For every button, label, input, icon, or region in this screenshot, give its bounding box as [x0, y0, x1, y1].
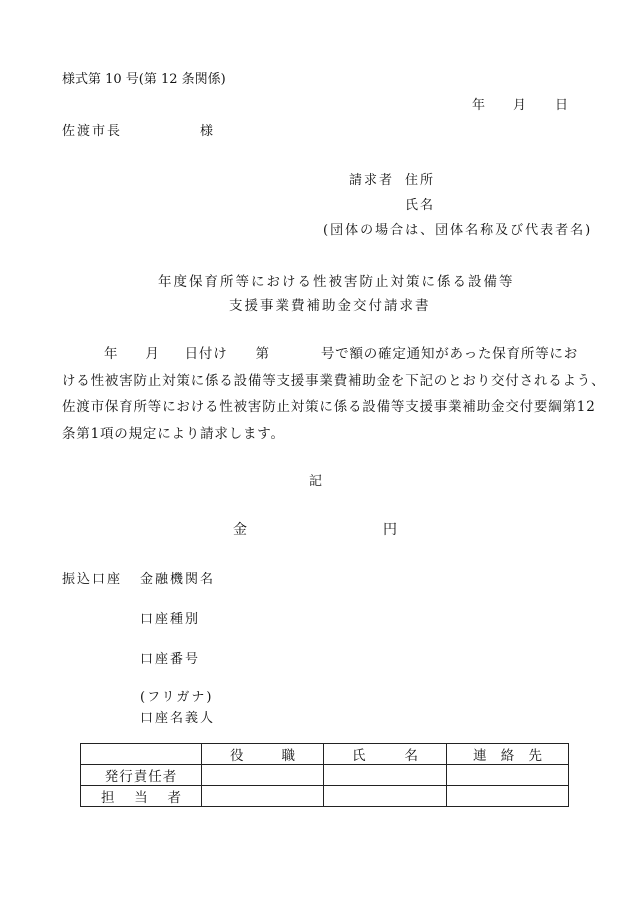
bank-institution: 金融機関名: [140, 572, 216, 587]
header-position-char-1: 役: [230, 748, 244, 764]
claimant-group-note: (団体の場合は、団体名称及び代表者名): [323, 223, 593, 238]
header-position-char-2: 職: [281, 748, 295, 764]
date-month: 月: [513, 98, 527, 113]
cell-person-position[interactable]: [202, 786, 324, 807]
bank-account-number: 口座番号: [140, 652, 201, 667]
bank-furigana: (フリガナ): [140, 690, 214, 705]
header-contact-char-3: 先: [528, 748, 542, 764]
body-dated: 日付け: [184, 346, 228, 362]
claimant-label: 請求者: [349, 173, 395, 188]
row-person-char-1: 担: [101, 790, 115, 806]
header-name-char-2: 名: [404, 748, 418, 764]
table-row: [81, 765, 569, 786]
bank-holder: 口座名義人: [140, 711, 216, 726]
row-label-person-in-charge: [81, 786, 202, 807]
body-year: 年: [104, 346, 119, 362]
header-name-text: [324, 744, 446, 764]
body-line1-rest: 号で額の確定通知があった保育所等にお: [320, 346, 579, 362]
header-name-char-1: 氏: [352, 748, 366, 764]
addressee-mayor: 佐渡市長: [62, 124, 123, 139]
body-dai: 第: [255, 346, 270, 362]
row-person-char-3: 者: [167, 790, 181, 806]
header-contact-text: [447, 744, 568, 764]
body-line-3: 佐渡市保育所等における性被害防止対策に係る設備等支援事業補助金交付要綱第12: [62, 399, 596, 415]
table-header-name: [324, 744, 447, 765]
header-position-text: [202, 744, 323, 764]
document-title-line2: 支援事業費補助金交付請求書: [229, 298, 431, 314]
ki-mark: 記: [309, 474, 323, 489]
form-number: 様式第 10 号(第 12 条関係): [62, 72, 226, 87]
header-contact-char-1: 連: [473, 748, 487, 764]
date-year: 年: [472, 98, 486, 113]
body-line-4: 条第1項の規定により請求します。: [62, 425, 285, 442]
amount-kin: 金: [233, 522, 247, 538]
header-contact-char-2: 絡: [500, 748, 515, 764]
bank-account-type: 口座種別: [140, 612, 201, 627]
cell-person-name[interactable]: [324, 786, 447, 807]
document-title-line1: 年度保育所等における性被害防止対策に係る設備等: [158, 274, 515, 290]
cell-issuer-name[interactable]: [324, 765, 447, 786]
date-day: 日: [555, 98, 569, 113]
body-line-2: ける性被害防止対策に係る設備等支援事業費補助金を下記のとおり交付されるよう、: [62, 372, 606, 389]
table-header-position: [202, 744, 324, 765]
table-row: [81, 786, 569, 807]
row-person-char-2: 当: [134, 790, 148, 806]
body-paragraph: [62, 341, 606, 447]
cell-issuer-position[interactable]: [202, 765, 324, 786]
amount-yen: 円: [383, 522, 397, 538]
row-label-person-text: [81, 786, 201, 806]
table-header-empty: [81, 744, 202, 765]
addressee-sama: 様: [200, 124, 214, 139]
body-line-1: [62, 341, 582, 368]
claimant-name-label: 氏名: [405, 198, 436, 213]
body-month: 月: [145, 346, 160, 362]
bank-label: 振込口座: [62, 572, 123, 587]
responsibility-table: [80, 743, 569, 807]
claimant-address-label: 住所: [405, 173, 436, 188]
cell-issuer-contact[interactable]: [447, 765, 569, 786]
table-header-contact: [447, 744, 569, 765]
table-header-row: [81, 744, 569, 765]
row-label-issuer: 発行責任者: [81, 765, 202, 786]
cell-person-contact[interactable]: [447, 786, 569, 807]
